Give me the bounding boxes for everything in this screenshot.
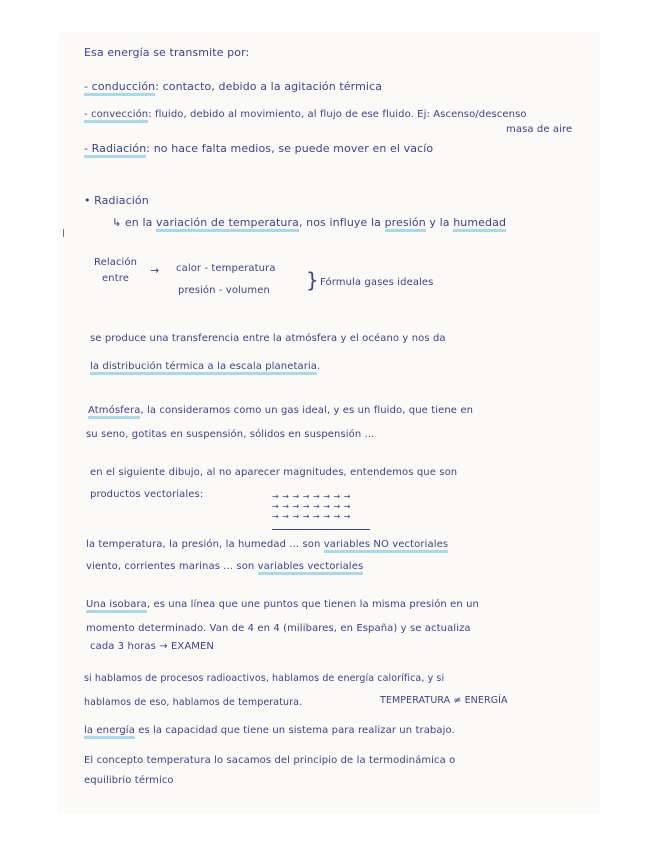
- margin-mark: [63, 229, 64, 237]
- concepto-line-2: equilibrio térmico: [84, 775, 174, 786]
- atmosfera-term: Atmósfera: [88, 405, 140, 419]
- conduccion-line: [84, 80, 382, 93]
- arrow-row: → → → → → → → →: [272, 502, 351, 511]
- radiacion-line: [84, 142, 433, 155]
- escalares-hl: variables NO vectoriales: [324, 539, 448, 553]
- isobara-text: , es una línea que une puntos que tienen la misma presión en un: [146, 599, 479, 610]
- relacion-formula: Fórmula gases ideales: [320, 277, 434, 288]
- vector-arrows-drawing: [272, 492, 370, 530]
- transfer-line-1: se produce una transferencia entre la atmósfera y el océano y nos da: [90, 333, 446, 344]
- vectoriales-line: [86, 560, 363, 573]
- dibujo-line-1: en el siguiente dibujo, al no aparecer magnitudes, entendemos que son: [90, 467, 458, 478]
- radiacion-text: : no hace falta medios, se puede mover en el vacío: [146, 142, 434, 155]
- concepto-line-1: El concepto temperatura lo sacamos del principio de la termodinámica o: [84, 755, 456, 766]
- vectoriales-pre: viento, corrientes marinas ... son: [86, 561, 258, 572]
- conduccion-text: : contacto, debido a la agitación térmica: [155, 80, 383, 93]
- atmosfera-line-1: [88, 404, 473, 417]
- brace-icon: }: [306, 268, 319, 292]
- arrow-baseline: [272, 529, 370, 530]
- atmosfera-line-2: su seno, gotitas en suspensión, sólidos en suspensión ...: [86, 429, 375, 440]
- procesos-line-2: hablamos de eso, hablamos de temperatura.: [84, 697, 303, 708]
- conveccion-term: - convección: [84, 109, 148, 123]
- relacion-label-1: Relación: [94, 257, 138, 268]
- energia-line: [84, 724, 455, 737]
- dibujo-line-2: productos vectoriales:: [90, 489, 204, 500]
- transfer-hl: la distribución térmica a la escala planetaria: [90, 361, 317, 375]
- variation-mid: , nos influye la: [298, 216, 385, 229]
- isobara-line-3: cada 3 horas → EXAMEN: [90, 641, 214, 652]
- isobara-term: Una isobara: [86, 599, 147, 613]
- conveccion-text: : fluido, debido al movimiento, al flujo de ese fluido. Ej: Ascenso/descenso: [148, 109, 527, 120]
- intro-line: Esa energía se transmite por:: [84, 46, 250, 59]
- variation-line: [112, 216, 506, 229]
- conveccion-line: [84, 108, 527, 121]
- conduccion-term: - conducción: [84, 80, 155, 96]
- notebook-page: [60, 34, 598, 812]
- energia-text: es la capacidad que tiene un sistema para realizar un trabajo.: [134, 725, 455, 736]
- procesos-line-1: si hablamos de procesos radioactivos, hablamos de energía calorífica, y si: [84, 673, 445, 684]
- radiacion-term: - Radiación: [84, 142, 146, 158]
- conveccion-text-2: masa de aire: [506, 124, 573, 135]
- variation-hl-humedad: humedad: [453, 216, 506, 232]
- transfer-line-2: [90, 360, 320, 373]
- isobara-line-2: momento determinado. Van de 4 en 4 (milibares, en España) y se actualiza: [86, 623, 471, 634]
- variation-mid2: y la: [425, 216, 454, 229]
- arrow-row: → → → → → → → →: [272, 512, 351, 521]
- variation-hl-temp: variación de temperatura: [156, 216, 299, 232]
- isobara-line-1: [86, 598, 479, 611]
- arrow-row: → → → → → → → →: [272, 492, 351, 501]
- escalares-line: [86, 538, 448, 551]
- relacion-arrow-icon: →: [150, 264, 160, 277]
- variation-pre: ↳ en la: [112, 216, 157, 229]
- escalares-pre: la temperatura, la presión, la humedad ... son: [86, 539, 324, 550]
- energia-term: la energía: [84, 725, 135, 739]
- procesos-equation: TEMPERATURA ≠ ENERGÍA: [380, 695, 508, 706]
- relacion-a: calor - temperatura: [176, 263, 276, 274]
- bullet-radiacion: • Radiación: [84, 194, 149, 207]
- atmosfera-text: , la consideramos como un gas ideal, y es un fluido, que tiene en: [140, 405, 474, 416]
- transfer-end: .: [317, 361, 321, 372]
- relacion-b: presión - volumen: [178, 285, 270, 296]
- vectoriales-hl: variables vectoriales: [258, 561, 364, 575]
- relacion-label-2: entre: [102, 273, 129, 284]
- variation-hl-presion: presión: [385, 216, 426, 232]
